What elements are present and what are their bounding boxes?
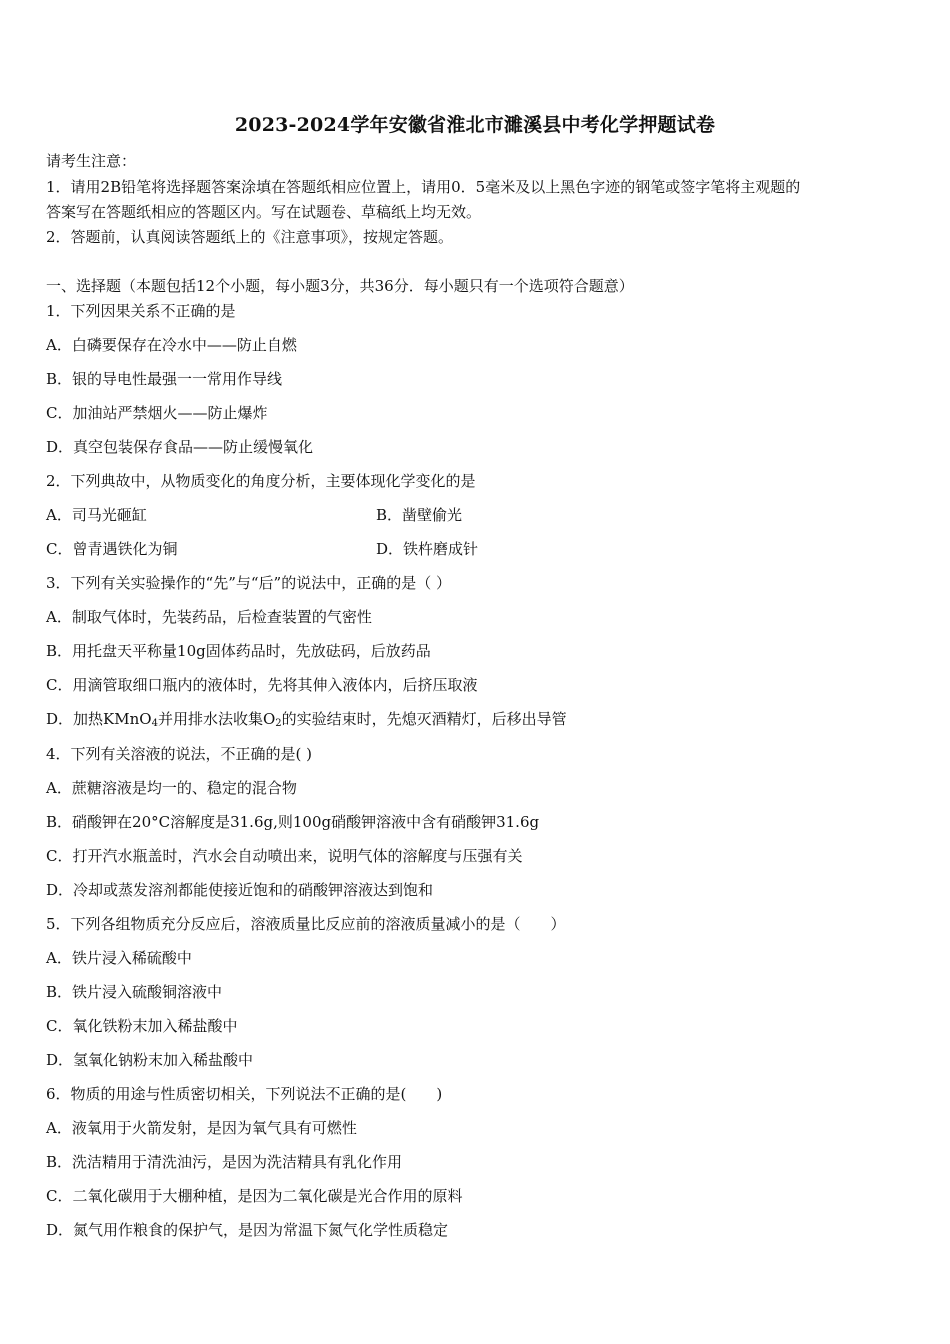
question-4-option-d: D．冷却或蒸发溶剂都能使接近饱和的硝酸钾溶液达到饱和 [46,881,434,899]
section-heading: 一、选择题（本题包括12个小题，每小题3分，共36分．每小题只有一个选项符合题意） [46,277,634,295]
question-6-option-a: A．液氧用于火箭发射，是因为氧气具有可燃性 [46,1119,357,1137]
notice-heading: 请考生注意： [46,152,137,170]
question-5-stem: 5．下列各组物质充分反应后，溶液质量比反应前的溶液质量减小的是（ ） [46,915,566,933]
q3-d-subscript-1: 4 [151,718,158,729]
notice-item-1-line-1: 1．请用2B铅笔将选择题答案涂填在答题纸相应位置上，请用0．5毫米及以上黑色字迹的钢笔或签字笔将主观题的 [46,178,801,196]
question-5-option-a: A．铁片浸入稀硫酸中 [46,949,192,967]
question-2-option-d: D．铁杵磨成针 [376,540,479,558]
question-3-option-a: A．制取气体时，先装药品，后检查装置的气密性 [46,608,372,626]
question-1-option-c: C．加油站严禁烟火——防止爆炸 [46,404,268,422]
question-2-option-a: A．司马光砸缸 [46,506,147,524]
question-2-stem: 2．下列典故中，从物质变化的角度分析，主要体现化学变化的是 [46,472,476,490]
question-3-option-d [46,709,567,729]
question-5-option-b: B．铁片浸入硫酸铜溶液中 [46,983,223,1001]
question-4-option-a: A．蔗糖溶液是均一的、稳定的混合物 [46,779,297,797]
q3-d-text-pre: D．加热KMnO [46,710,152,728]
question-3-stem: 3．下列有关实验操作的“先”与“后”的说法中，正确的是（ ） [46,574,451,592]
question-6-option-d: D．氮气用作粮食的保护气，是因为常温下氮气化学性质稳定 [46,1221,449,1239]
q3-d-subscript-2: 2 [275,718,282,729]
notice-item-1-line-2: 答案写在答题纸相应的答题区内。写在试题卷、草稿纸上均无效。 [46,203,482,221]
page-title: 2023-2024学年安徽省淮北市濉溪县中考化学押题试卷 [234,114,716,136]
question-4-stem: 4．下列有关溶液的说法，不正确的是( ) [46,745,313,763]
question-5-option-d: D．氢氧化钠粉末加入稀盐酸中 [46,1051,254,1069]
question-6-option-b: B．洗洁精用于清洗油污，是因为洗洁精具有乳化作用 [46,1153,403,1171]
notice-item-2: 2．答题前，认真阅读答题纸上的《注意事项》，按规定答题。 [46,228,454,246]
question-4-option-c: C．打开汽水瓶盖时，汽水会自动喷出来，说明气体的溶解度与压强有关 [46,847,523,865]
question-1-option-a: A．白磷要保存在冷水中——防止自燃 [46,336,297,354]
question-5-option-c: C．氧化铁粉末加入稀盐酸中 [46,1017,238,1035]
question-4-option-b: B．硝酸钾在20°C溶解度是31.6g,则100g硝酸钾溶液中含有硝酸钾31.6g [46,813,540,831]
question-6-option-c: C．二氧化碳用于大棚种植，是因为二氧化碳是光合作用的原料 [46,1187,463,1205]
question-2-option-c: C．曾青遇铁化为铜 [46,540,178,558]
question-6-stem: 6．物质的用途与性质密切相关，下列说法不正确的是( ) [46,1085,443,1103]
question-1-option-d: D．真空包装保存食品——防止缓慢氧化 [46,438,314,456]
question-2-option-b: B．凿壁偷光 [376,506,463,524]
question-1-option-b: B．银的导电性最强一一常用作导线 [46,370,283,388]
q3-d-text-mid: 并用排水法收集O [157,710,276,728]
question-1-stem: 1．下列因果关系不正确的是 [46,302,236,320]
q3-d-text-post: 的实验结束时，先熄灭酒精灯，后移出导管 [281,710,567,728]
question-3-option-b: B．用托盘天平称量10g固体药品时，先放砝码，后放药品 [46,642,431,660]
question-3-option-c: C．用滴管取细口瓶内的液体时，先将其伸入液体内，后挤压取液 [46,676,478,694]
